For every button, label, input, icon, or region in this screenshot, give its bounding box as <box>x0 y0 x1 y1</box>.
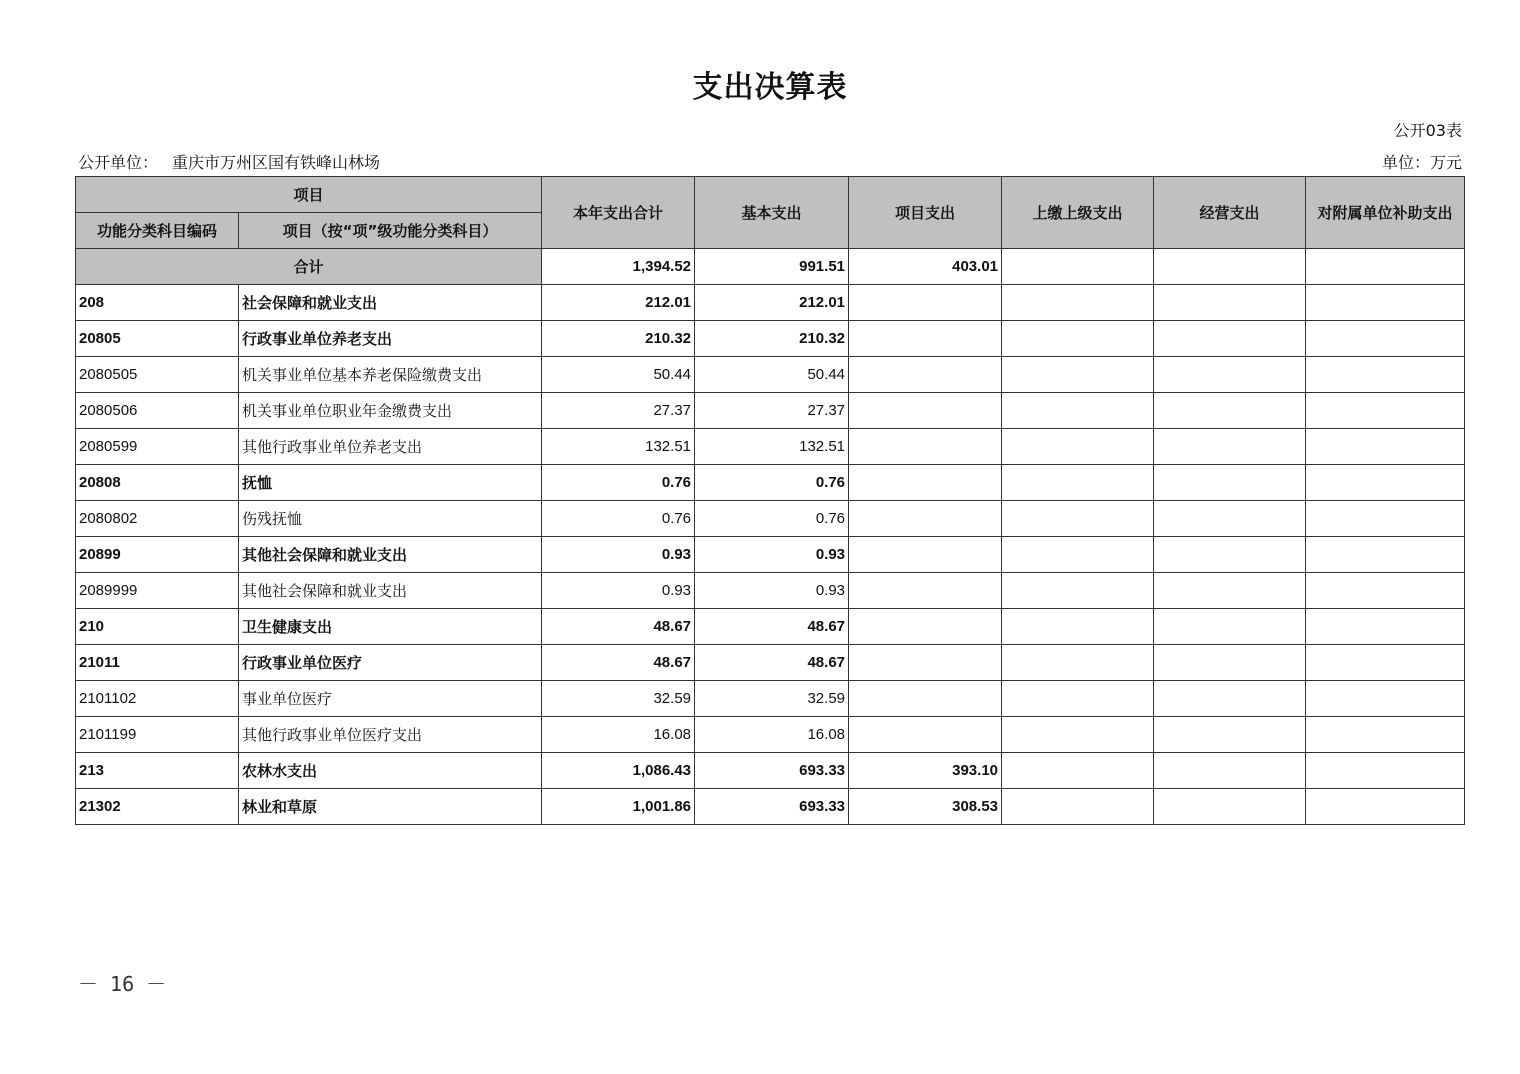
cell-total: 48.67 <box>542 609 695 645</box>
table-row <box>76 321 1465 357</box>
cell-code: 208 <box>76 285 239 321</box>
header-business: 经营支出 <box>1154 177 1306 249</box>
cell-basic: 0.76 <box>695 501 849 537</box>
cell-upper <box>1002 429 1154 465</box>
cell-project <box>849 573 1002 609</box>
cell-subsidy <box>1306 357 1465 393</box>
cell-upper <box>1002 717 1154 753</box>
cell-code: 2101102 <box>76 681 239 717</box>
cell-business <box>1154 609 1306 645</box>
cell-basic: 0.93 <box>695 537 849 573</box>
cell-name: 机关事业单位基本养老保险缴费支出 <box>239 357 542 393</box>
cell-basic: 0.93 <box>695 573 849 609</box>
cell-name: 社会保障和就业支出 <box>239 285 542 321</box>
cell-business <box>1154 573 1306 609</box>
cell-total: 132.51 <box>542 429 695 465</box>
cell-upper <box>1002 321 1154 357</box>
org-line <box>78 150 380 173</box>
cell-basic: 693.33 <box>695 753 849 789</box>
cell-upper <box>1002 645 1154 681</box>
cell-upper <box>1002 465 1154 501</box>
table-body <box>76 249 1465 825</box>
cell-business <box>1154 789 1306 825</box>
cell-upper <box>1002 285 1154 321</box>
cell-project <box>849 357 1002 393</box>
cell-project <box>849 429 1002 465</box>
cell-subsidy <box>1306 645 1465 681</box>
table-row <box>76 645 1465 681</box>
table-row <box>76 789 1465 825</box>
cell-upper <box>1002 753 1154 789</box>
cell-subsidy <box>1306 573 1465 609</box>
cell-business <box>1154 645 1306 681</box>
table-row <box>76 573 1465 609</box>
cell-upper <box>1002 357 1154 393</box>
cell-basic: 48.67 <box>695 609 849 645</box>
cell-basic: 132.51 <box>695 429 849 465</box>
cell-name: 其他社会保障和就业支出 <box>239 573 542 609</box>
cell-name: 其他行政事业单位医疗支出 <box>239 717 542 753</box>
table-row <box>76 609 1465 645</box>
cell-project <box>849 321 1002 357</box>
cell-subsidy <box>1306 501 1465 537</box>
cell-total: 16.08 <box>542 717 695 753</box>
total-business <box>1154 249 1306 285</box>
header-total: 本年支出合计 <box>542 177 695 249</box>
header-code: 功能分类科目编码 <box>76 213 239 249</box>
cell-total: 210.32 <box>542 321 695 357</box>
page-title: 支出决算表 <box>692 70 848 105</box>
total-subsidy <box>1306 249 1465 285</box>
cell-business <box>1154 429 1306 465</box>
cell-basic: 0.76 <box>695 465 849 501</box>
cell-name: 机关事业单位职业年金缴费支出 <box>239 393 542 429</box>
cell-basic: 32.59 <box>695 681 849 717</box>
cell-basic: 212.01 <box>695 285 849 321</box>
cell-business <box>1154 357 1306 393</box>
cell-project <box>849 393 1002 429</box>
cell-subsidy <box>1306 537 1465 573</box>
table-row <box>76 393 1465 429</box>
cell-name: 卫生健康支出 <box>239 609 542 645</box>
cell-total: 0.76 <box>542 501 695 537</box>
cell-business <box>1154 501 1306 537</box>
cell-project <box>849 609 1002 645</box>
cell-subsidy <box>1306 753 1465 789</box>
cell-code: 2089999 <box>76 573 239 609</box>
cell-upper <box>1002 681 1154 717</box>
cell-project <box>849 681 1002 717</box>
total-label: 合计 <box>76 249 542 285</box>
cell-code: 20805 <box>76 321 239 357</box>
cell-business <box>1154 717 1306 753</box>
table-row <box>76 357 1465 393</box>
cell-code: 210 <box>76 609 239 645</box>
cell-name: 农林水支出 <box>239 753 542 789</box>
header-subsidy: 对附属单位补助支出 <box>1306 177 1465 249</box>
cell-total: 48.67 <box>542 645 695 681</box>
total-upper <box>1002 249 1154 285</box>
table-row <box>76 753 1465 789</box>
total-project: 403.01 <box>849 249 1002 285</box>
cell-code: 2080599 <box>76 429 239 465</box>
cell-project: 308.53 <box>849 789 1002 825</box>
cell-project <box>849 645 1002 681</box>
cell-subsidy <box>1306 285 1465 321</box>
cell-total: 32.59 <box>542 681 695 717</box>
org-name: 重庆市万州区国有铁峰山林场 <box>172 153 381 172</box>
table-row <box>76 465 1465 501</box>
cell-business <box>1154 753 1306 789</box>
cell-subsidy <box>1306 429 1465 465</box>
cell-basic: 50.44 <box>695 357 849 393</box>
cell-total: 1,001.86 <box>542 789 695 825</box>
header-upper: 上缴上级支出 <box>1002 177 1154 249</box>
cell-name: 伤残抚恤 <box>239 501 542 537</box>
cell-project <box>849 717 1002 753</box>
cell-total: 0.93 <box>542 573 695 609</box>
table-number: 公开03表 <box>1393 121 1462 140</box>
cell-business <box>1154 465 1306 501</box>
unit-label: 单位：万元 <box>1381 153 1462 172</box>
cell-total: 1,086.43 <box>542 753 695 789</box>
cell-code: 21011 <box>76 645 239 681</box>
cell-upper <box>1002 393 1154 429</box>
cell-total: 212.01 <box>542 285 695 321</box>
org-label: 公开单位： <box>78 153 159 172</box>
cell-subsidy <box>1306 393 1465 429</box>
cell-code: 2080506 <box>76 393 239 429</box>
cell-name: 抚恤 <box>239 465 542 501</box>
cell-business <box>1154 537 1306 573</box>
header-item: 项目 <box>76 177 542 213</box>
cell-upper <box>1002 789 1154 825</box>
cell-code: 20899 <box>76 537 239 573</box>
cell-upper <box>1002 573 1154 609</box>
cell-basic: 16.08 <box>695 717 849 753</box>
cell-code: 213 <box>76 753 239 789</box>
table-row <box>76 501 1465 537</box>
cell-code: 20808 <box>76 465 239 501</box>
cell-upper <box>1002 537 1154 573</box>
cell-business <box>1154 681 1306 717</box>
cell-subsidy <box>1306 465 1465 501</box>
cell-name: 其他行政事业单位养老支出 <box>239 429 542 465</box>
total-row <box>76 249 1465 285</box>
cell-business <box>1154 285 1306 321</box>
cell-total: 0.76 <box>542 465 695 501</box>
cell-basic: 693.33 <box>695 789 849 825</box>
cell-code: 21302 <box>76 789 239 825</box>
cell-project <box>849 501 1002 537</box>
cell-name: 其他社会保障和就业支出 <box>239 537 542 573</box>
cell-subsidy <box>1306 681 1465 717</box>
cell-upper <box>1002 501 1154 537</box>
cell-name: 行政事业单位医疗 <box>239 645 542 681</box>
cell-total: 0.93 <box>542 537 695 573</box>
cell-subsidy <box>1306 717 1465 753</box>
page-number: － 16 － <box>78 972 167 996</box>
header-basic: 基本支出 <box>695 177 849 249</box>
cell-business <box>1154 393 1306 429</box>
cell-project: 393.10 <box>849 753 1002 789</box>
cell-subsidy <box>1306 321 1465 357</box>
cell-name: 林业和草原 <box>239 789 542 825</box>
table-row <box>76 285 1465 321</box>
header-project: 项目支出 <box>849 177 1002 249</box>
cell-upper <box>1002 609 1154 645</box>
header-name: 项目（按“项”级功能分类科目） <box>239 213 542 249</box>
cell-project <box>849 285 1002 321</box>
cell-total: 50.44 <box>542 357 695 393</box>
cell-basic: 27.37 <box>695 393 849 429</box>
expenditure-table <box>75 176 1465 825</box>
cell-project <box>849 537 1002 573</box>
total-sum: 1,394.52 <box>542 249 695 285</box>
table-row <box>76 429 1465 465</box>
cell-basic: 48.67 <box>695 645 849 681</box>
cell-subsidy <box>1306 789 1465 825</box>
table-row <box>76 537 1465 573</box>
cell-code: 2080505 <box>76 357 239 393</box>
total-basic: 991.51 <box>695 249 849 285</box>
cell-project <box>849 465 1002 501</box>
cell-name: 事业单位医疗 <box>239 681 542 717</box>
cell-basic: 210.32 <box>695 321 849 357</box>
cell-business <box>1154 321 1306 357</box>
cell-subsidy <box>1306 609 1465 645</box>
cell-total: 27.37 <box>542 393 695 429</box>
cell-code: 2080802 <box>76 501 239 537</box>
table-row <box>76 681 1465 717</box>
cell-code: 2101199 <box>76 717 239 753</box>
cell-name: 行政事业单位养老支出 <box>239 321 542 357</box>
table-row <box>76 717 1465 753</box>
